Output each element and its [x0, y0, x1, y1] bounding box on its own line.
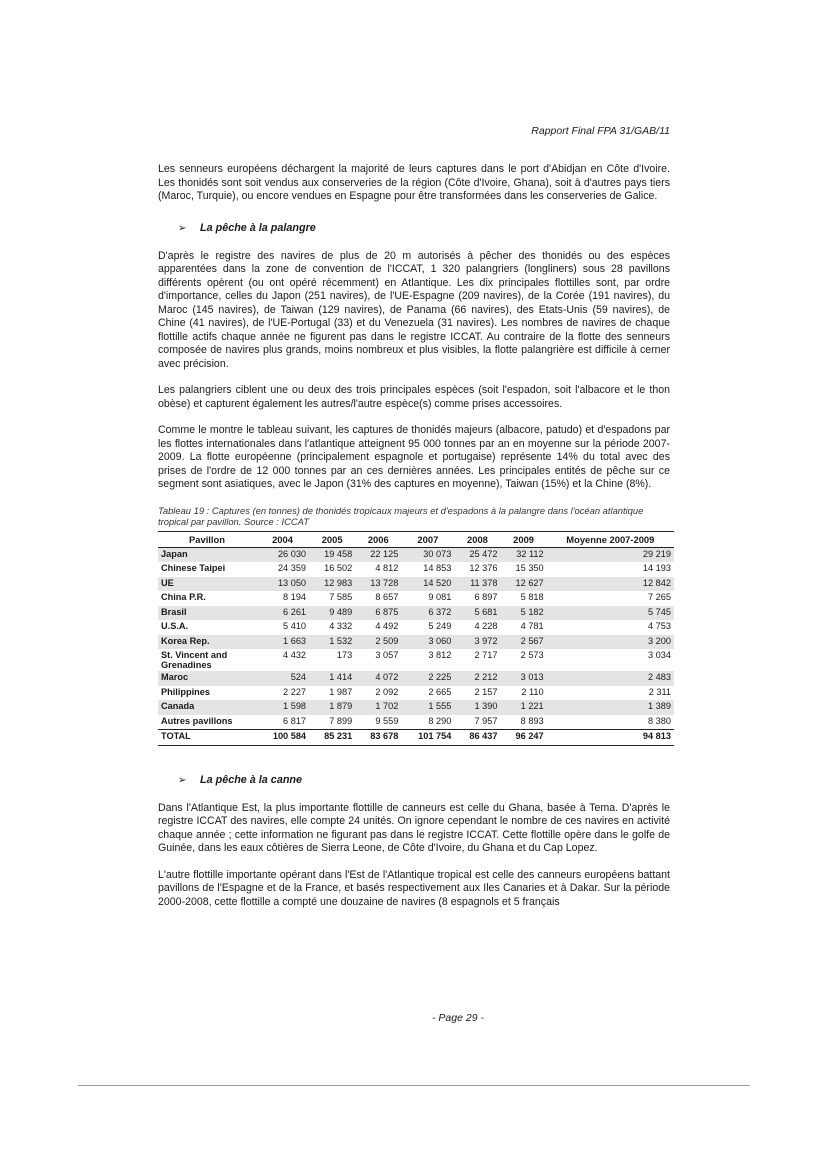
column-header: 2009 [501, 531, 547, 547]
page-content [158, 163, 670, 922]
table-row [158, 649, 674, 671]
row-label-cell: Philippines [161, 686, 211, 697]
total-value-cell: 94 813 [547, 730, 674, 746]
table-total-row [158, 730, 674, 746]
value-cell: 1 390 [454, 700, 500, 715]
paragraph-canneurs-europeens: L'autre flottille importante opérant dans l'Est de l'Atlantique tropical est celle des canneurs européens battant pavillons de l'Espagne et de la France, et basés respectivement aux Iles Canaries et à Dakar. Sur la période 2000-2008, cette flottille a compté une douzaine de navires (8 espagnols et 5 français [158, 868, 670, 908]
value-cell: 6 875 [355, 606, 401, 621]
report-header: Rapport Final FPA 31/GAB/11 [531, 125, 670, 137]
value-cell: 3 034 [648, 650, 671, 660]
column-header: 2007 [401, 531, 454, 547]
value-cell: 12 627 [501, 577, 547, 592]
row-label-cell: Japan [158, 547, 256, 562]
column-header: Moyenne 2007-2009 [547, 531, 674, 547]
total-value-cell: 101 754 [401, 730, 454, 746]
value-cell: 8 290 [428, 715, 452, 726]
paragraph-senneurs: Les senneurs européens déchargent la majorité de leurs captures dans le port d'Abidjan en Côte d'Ivoire. Les thonidés sont soit vendus aux conserveries de la région (Côte d'Ivoire, Ghana), soit à d'autres pays tiers (Maroc, Turquie), ou encore vendues en Espagne pour être transformées dans les conserveries de Galice. [158, 163, 670, 202]
value-cell: 29 219 [547, 547, 674, 562]
column-header: 2004 [256, 531, 309, 547]
section-heading-canne [178, 774, 670, 786]
value-cell: 2 157 [474, 686, 498, 697]
value-cell: 6 261 [256, 606, 309, 621]
column-header: Pavillon [158, 531, 256, 547]
value-cell: 6 817 [283, 715, 307, 726]
value-cell: 13 050 [256, 577, 309, 592]
value-cell: 4 753 [648, 621, 671, 631]
value-cell: 14 193 [642, 563, 671, 573]
row-label-cell: Korea Rep. [158, 635, 256, 650]
paragraph-captures: Comme le montre le tableau suivant, les captures de thonidés majeurs (albacore, patudo) et d'espadons par les flottes internationales dans l'atlantique atteignent 95 000 tonnes par an en moyenne sur la période 2007-2009. La flotte européenne (principalement espagnole et portugaise) représente 14% du total avec des prises de l'ordre de 12 000 tonnes par an ces dernières années. Les principales entités de pêche sur ce segment sont asiatiques, avec le Japon (31% des captures en moyenne), Taiwan (15%) et la Chine (8%). [158, 424, 670, 490]
total-label-cell: TOTAL [158, 730, 256, 746]
value-cell: 13 728 [355, 577, 401, 592]
section-heading-palangre [178, 222, 670, 234]
value-cell: 3 057 [375, 650, 399, 660]
value-cell: 5 818 [520, 592, 544, 602]
arrow-bullet-icon: ➢ [178, 774, 187, 786]
table-row [158, 606, 674, 621]
value-cell: 7 265 [648, 592, 671, 602]
value-cell: 5 681 [454, 606, 500, 621]
value-cell: 6 897 [474, 592, 498, 602]
value-cell: 2 567 [501, 635, 547, 650]
value-cell: 32 112 [501, 547, 547, 562]
paragraph-ghana: Dans l'Atlantique Est, la plus importante flottille de canneurs est celle du Ghana, basée à Tema. D'après le registre ICCAT des navires, elle compte 24 unités. On ignore cependant le nombre de ces navires en activité chaque année ; cette information ne figurant pas dans le registre ICCAT. Cette flottille opère dans le golfe de Guinée, dans les eaux côtières de Sierra Leone, de Côte d'Ivoire, du Ghana et du Cap Lopez. [158, 801, 670, 854]
value-cell: 14 853 [423, 563, 452, 573]
value-cell: 8 893 [520, 715, 544, 726]
value-cell: 2 665 [428, 686, 452, 697]
total-value-cell: 100 584 [256, 730, 309, 746]
value-cell: 2 573 [520, 650, 544, 660]
value-cell: 524 [256, 671, 309, 686]
value-cell: 11 378 [454, 577, 500, 592]
row-label-cell: Maroc [158, 671, 256, 686]
table-row [158, 700, 674, 715]
value-cell: 2 311 [648, 686, 671, 697]
value-cell: 173 [336, 650, 353, 660]
table-row [158, 591, 674, 606]
value-cell: 2 212 [454, 671, 500, 686]
value-cell: 1 221 [501, 700, 547, 715]
total-value-cell: 86 437 [454, 730, 500, 746]
value-cell: 2 509 [355, 635, 401, 650]
row-label-cell: China P.R. [161, 592, 206, 602]
total-value-cell: 96 247 [501, 730, 547, 746]
value-cell: 9 559 [375, 715, 399, 726]
value-cell: 7 899 [329, 715, 353, 726]
value-cell: 5 410 [283, 621, 307, 631]
value-cell: 3 060 [401, 635, 454, 650]
value-cell: 12 842 [547, 577, 674, 592]
value-cell: 3 972 [454, 635, 500, 650]
value-cell: 2 227 [283, 686, 307, 697]
table-header-row [158, 531, 674, 547]
value-cell: 9 489 [309, 606, 355, 621]
value-cell: 19 458 [309, 547, 355, 562]
value-cell: 12 376 [469, 563, 498, 573]
table-row [158, 686, 674, 701]
value-cell: 14 520 [401, 577, 454, 592]
row-label-cell: Chinese Taipei [161, 563, 226, 573]
table-row [158, 635, 674, 650]
table-row [158, 562, 674, 577]
paragraph-registre: D'après le registre des navires de plus de 20 m autorisés à pêcher des thonidés ou des espèces apparentées dans la zone de convention de l'ICCAT, 1 320 palangriers (longliners) sous 28 pavillons différents opèrent (ou ont opéré récemment) en Atlantique. Les dix principales flottilles sont, par ordre d'importance, celles du Japon (251 navires), de l'UE-Espagne (209 navires), de la Corée (191 navires), du Maroc (145 navires), de Taiwan (129 navires), de Panama (66 navires), des Etats-Unis (59 navires), de Chine (41 navires), de l'UE-Portugal (33) et du Venezuela (31 navires). Les nombres de navires de chaque flottille actifs chaque année ne figurent pas dans le registre ICCAT. Au contraire de la flotte des senneurs composée de navires plus grands, moins nombreux et plus visibles, la flotte palangrière est difficile à cerner avec précision. [158, 249, 670, 370]
value-cell: 2 717 [474, 650, 498, 660]
value-cell: 2 110 [521, 686, 544, 697]
value-cell: 30 073 [401, 547, 454, 562]
value-cell: 3 812 [428, 650, 452, 660]
arrow-bullet-icon: ➢ [178, 222, 187, 234]
total-value-cell: 85 231 [309, 730, 355, 746]
value-cell: 4 228 [474, 621, 498, 631]
value-cell: 7 957 [474, 715, 498, 726]
value-cell: 5 249 [428, 621, 452, 631]
table-row [158, 620, 674, 635]
catch-table [158, 531, 674, 746]
column-header: 2006 [355, 531, 401, 547]
column-header: 2005 [309, 531, 355, 547]
value-cell: 1 987 [329, 686, 353, 697]
table-row [158, 577, 674, 592]
row-label-cell: Brasil [158, 606, 256, 621]
value-cell: 5 182 [501, 606, 547, 621]
value-cell: 4 781 [520, 621, 544, 631]
value-cell: 5 745 [547, 606, 674, 621]
page-number: - Page 29 - [432, 1012, 484, 1024]
section-title: La pêche à la canne [200, 773, 303, 786]
value-cell: 4 432 [283, 650, 307, 660]
value-cell: 3 013 [501, 671, 547, 686]
value-cell: 1 414 [309, 671, 355, 686]
table-body [158, 547, 674, 745]
value-cell: 4 072 [355, 671, 401, 686]
row-label-cell: U.S.A. [161, 621, 189, 631]
value-cell: 2 483 [547, 671, 674, 686]
value-cell: 24 359 [277, 563, 307, 573]
paragraph-palangriers: Les palangriers ciblent une ou deux des trois principales espèces (soit l'espadon, soit l'albacore et le thon obèse) et capturent également les autres/l'autre espèce(s) comme prises accessoires. [158, 384, 670, 410]
row-label-cell: Canada [158, 700, 256, 715]
value-cell: 8 657 [375, 592, 399, 602]
row-label-cell: Autres pavillons [161, 715, 233, 726]
value-cell: 12 983 [309, 577, 355, 592]
row-label-cell: UE [158, 577, 256, 592]
table-row [158, 547, 674, 562]
value-cell: 4 332 [329, 621, 353, 631]
value-cell: 1 663 [256, 635, 309, 650]
value-cell: 3 200 [547, 635, 674, 650]
value-cell: 4 812 [375, 563, 399, 573]
value-cell: 1 702 [355, 700, 401, 715]
value-cell: 1 389 [547, 700, 674, 715]
value-cell: 16 502 [324, 563, 353, 573]
table-row [158, 715, 674, 730]
column-header: 2008 [454, 531, 500, 547]
value-cell: 1 555 [401, 700, 454, 715]
value-cell: 1 598 [256, 700, 309, 715]
value-cell: 1 532 [309, 635, 355, 650]
value-cell: 2 092 [375, 686, 399, 697]
value-cell: 7 585 [329, 592, 353, 602]
value-cell: 15 350 [515, 563, 544, 573]
footer-divider [78, 1085, 750, 1086]
value-cell: 8 380 [648, 715, 671, 726]
section-title: La pêche à la palangre [200, 221, 316, 234]
value-cell: 9 081 [428, 592, 452, 602]
value-cell: 8 194 [283, 592, 307, 602]
table-caption: Tableau 19 : Captures (en tonnes) de thonidés tropicaux majeurs et d'espadons à la palangre dans l'océan atlantique tropical par pavillon. Source : ICCAT [158, 504, 644, 527]
value-cell: 25 472 [454, 547, 500, 562]
row-label-cell: St. Vincent and Grenadines [161, 650, 228, 670]
value-cell: 22 125 [355, 547, 401, 562]
value-cell: 1 879 [309, 700, 355, 715]
value-cell: 26 030 [256, 547, 309, 562]
total-value-cell: 83 678 [355, 730, 401, 746]
table-row [158, 671, 674, 686]
value-cell: 4 492 [375, 621, 399, 631]
value-cell: 6 372 [401, 606, 454, 621]
value-cell: 2 225 [401, 671, 454, 686]
